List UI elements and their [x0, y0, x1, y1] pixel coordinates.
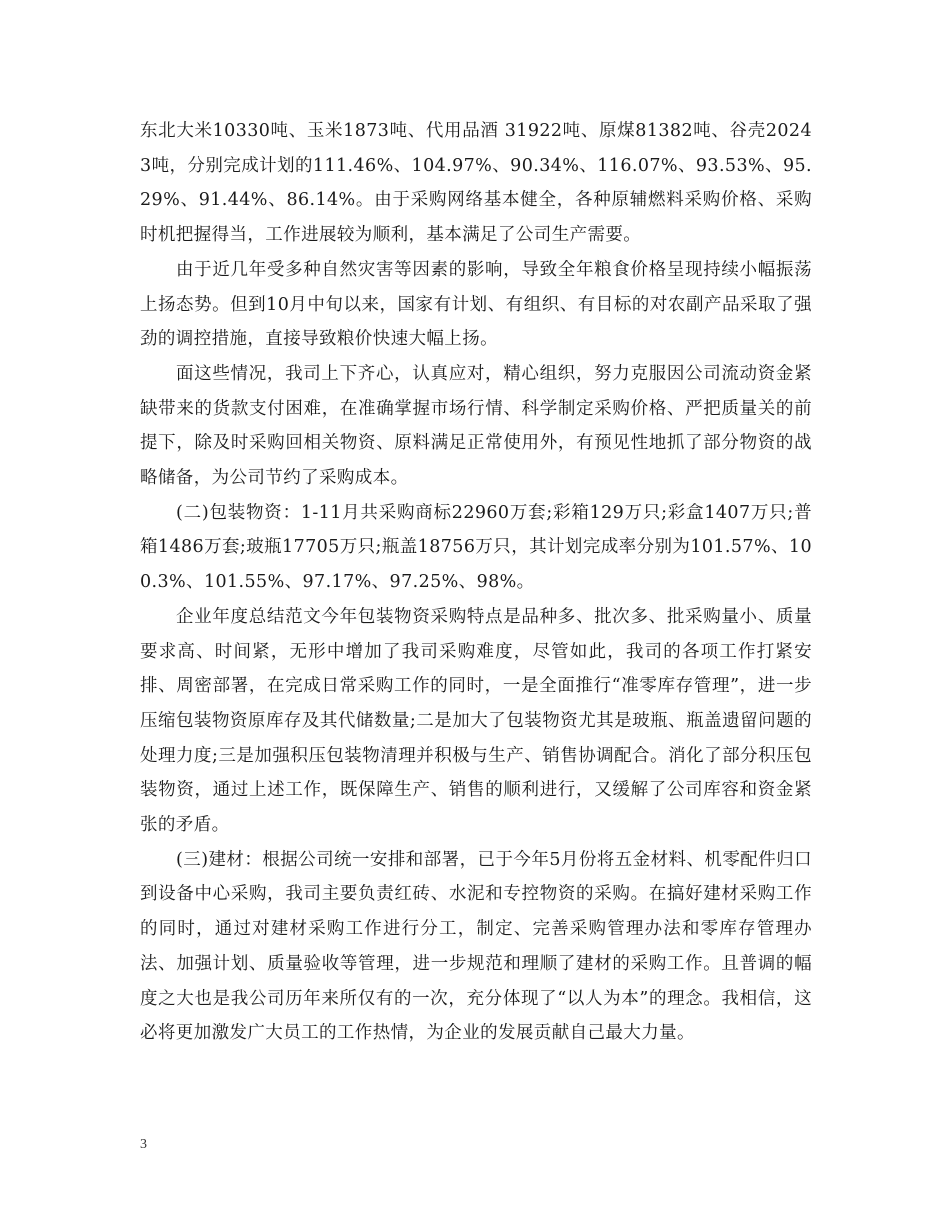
paragraph-company-response: 面这些情况，我司上下齐心，认真应对，精心组织，努力克服因公司流动资金紧缺带来的货款支付困难，在准确掌握市场行情、科学制定采购价格、严把质量关的前提下，除及时采购回相关物资、原料满足正常使用外，有预见性地抓了部分物资的战略储备，为公司节约了采购成本。: [140, 363, 812, 489]
document-body: [140, 114, 812, 1051]
paragraph-packaging-materials: (二)包装物资：1-11月共采购商标22960万套;彩箱129万只;彩盒1407万只;普箱1486万套;玻瓶17705万只;瓶盖18756万只，其计划完成率分别为101.57%、100.3%、101.55%、97.17%、97.25%、98%。: [140, 502, 812, 593]
page-number: 3: [140, 1137, 147, 1152]
paragraph-grain-procurement-summary: 东北大米10330吨、玉米1873吨、代用品酒 31922吨、原煤81382吨、谷壳20243吨，分别完成计划的111.46%、104.97%、90.34%、116.07%、93.53%、95.29%、91.44%、86.14%。由于采购网络基本健全，各种原辅燃料采购价格、采购时机把握得当，工作进展较为顺利，基本满足了公司生产需要。: [140, 121, 812, 246]
paragraph-grain-price-trend: 由于近几年受多种自然灾害等因素的影响，导致全年粮食价格呈现持续小幅振荡上扬态势。但到10月中旬以来，国家有计划、有组织、有目标的对农副产品采取了强劲的调控措施，直接导致粮价快速大幅上扬。: [140, 259, 812, 350]
paragraph-building-materials: (三)建材：根据公司统一安排和部署，已于今年5月份将五金材料、机零配件归口到设备中心采购，我司主要负责红砖、水泥和专控物资的采购。在搞好建材采购工作的同时，通过对建材采购工作进行分工，制定、完善采购管理办法和零库存管理办法、加强计划、质量验收等管理，进一步规范和理顺了建材的采购工作。且普调的幅度之大也是我公司历年来所仅有的一次，充分体现了“以人为本”的理念。我相信，这必将更加激发广大员工的工作热情，为企业的发展贡献自己最大力量。: [140, 849, 812, 1044]
paragraph-packaging-procurement-features: 企业年度总结范文今年包装物资采购特点是品种多、批次多、批采购量小、质量要求高、时间紧，无形中增加了我司采购难度，尽管如此，我司的各项工作打紧安排、周密部署，在完成日常采购工作的同时，一是全面推行“准零库存管理”，进一步压缩包装物资原库存及其代储数量;二是加大了包装物资尤其是玻瓶、瓶盖遗留问题的处理力度;三是加强积压包装物清理并积极与生产、销售协调配合。消化了部分积压包装物资，通过上述工作，既保障生产、销售的顺利进行，又缓解了公司库容和资金紧张的矛盾。: [140, 606, 812, 836]
